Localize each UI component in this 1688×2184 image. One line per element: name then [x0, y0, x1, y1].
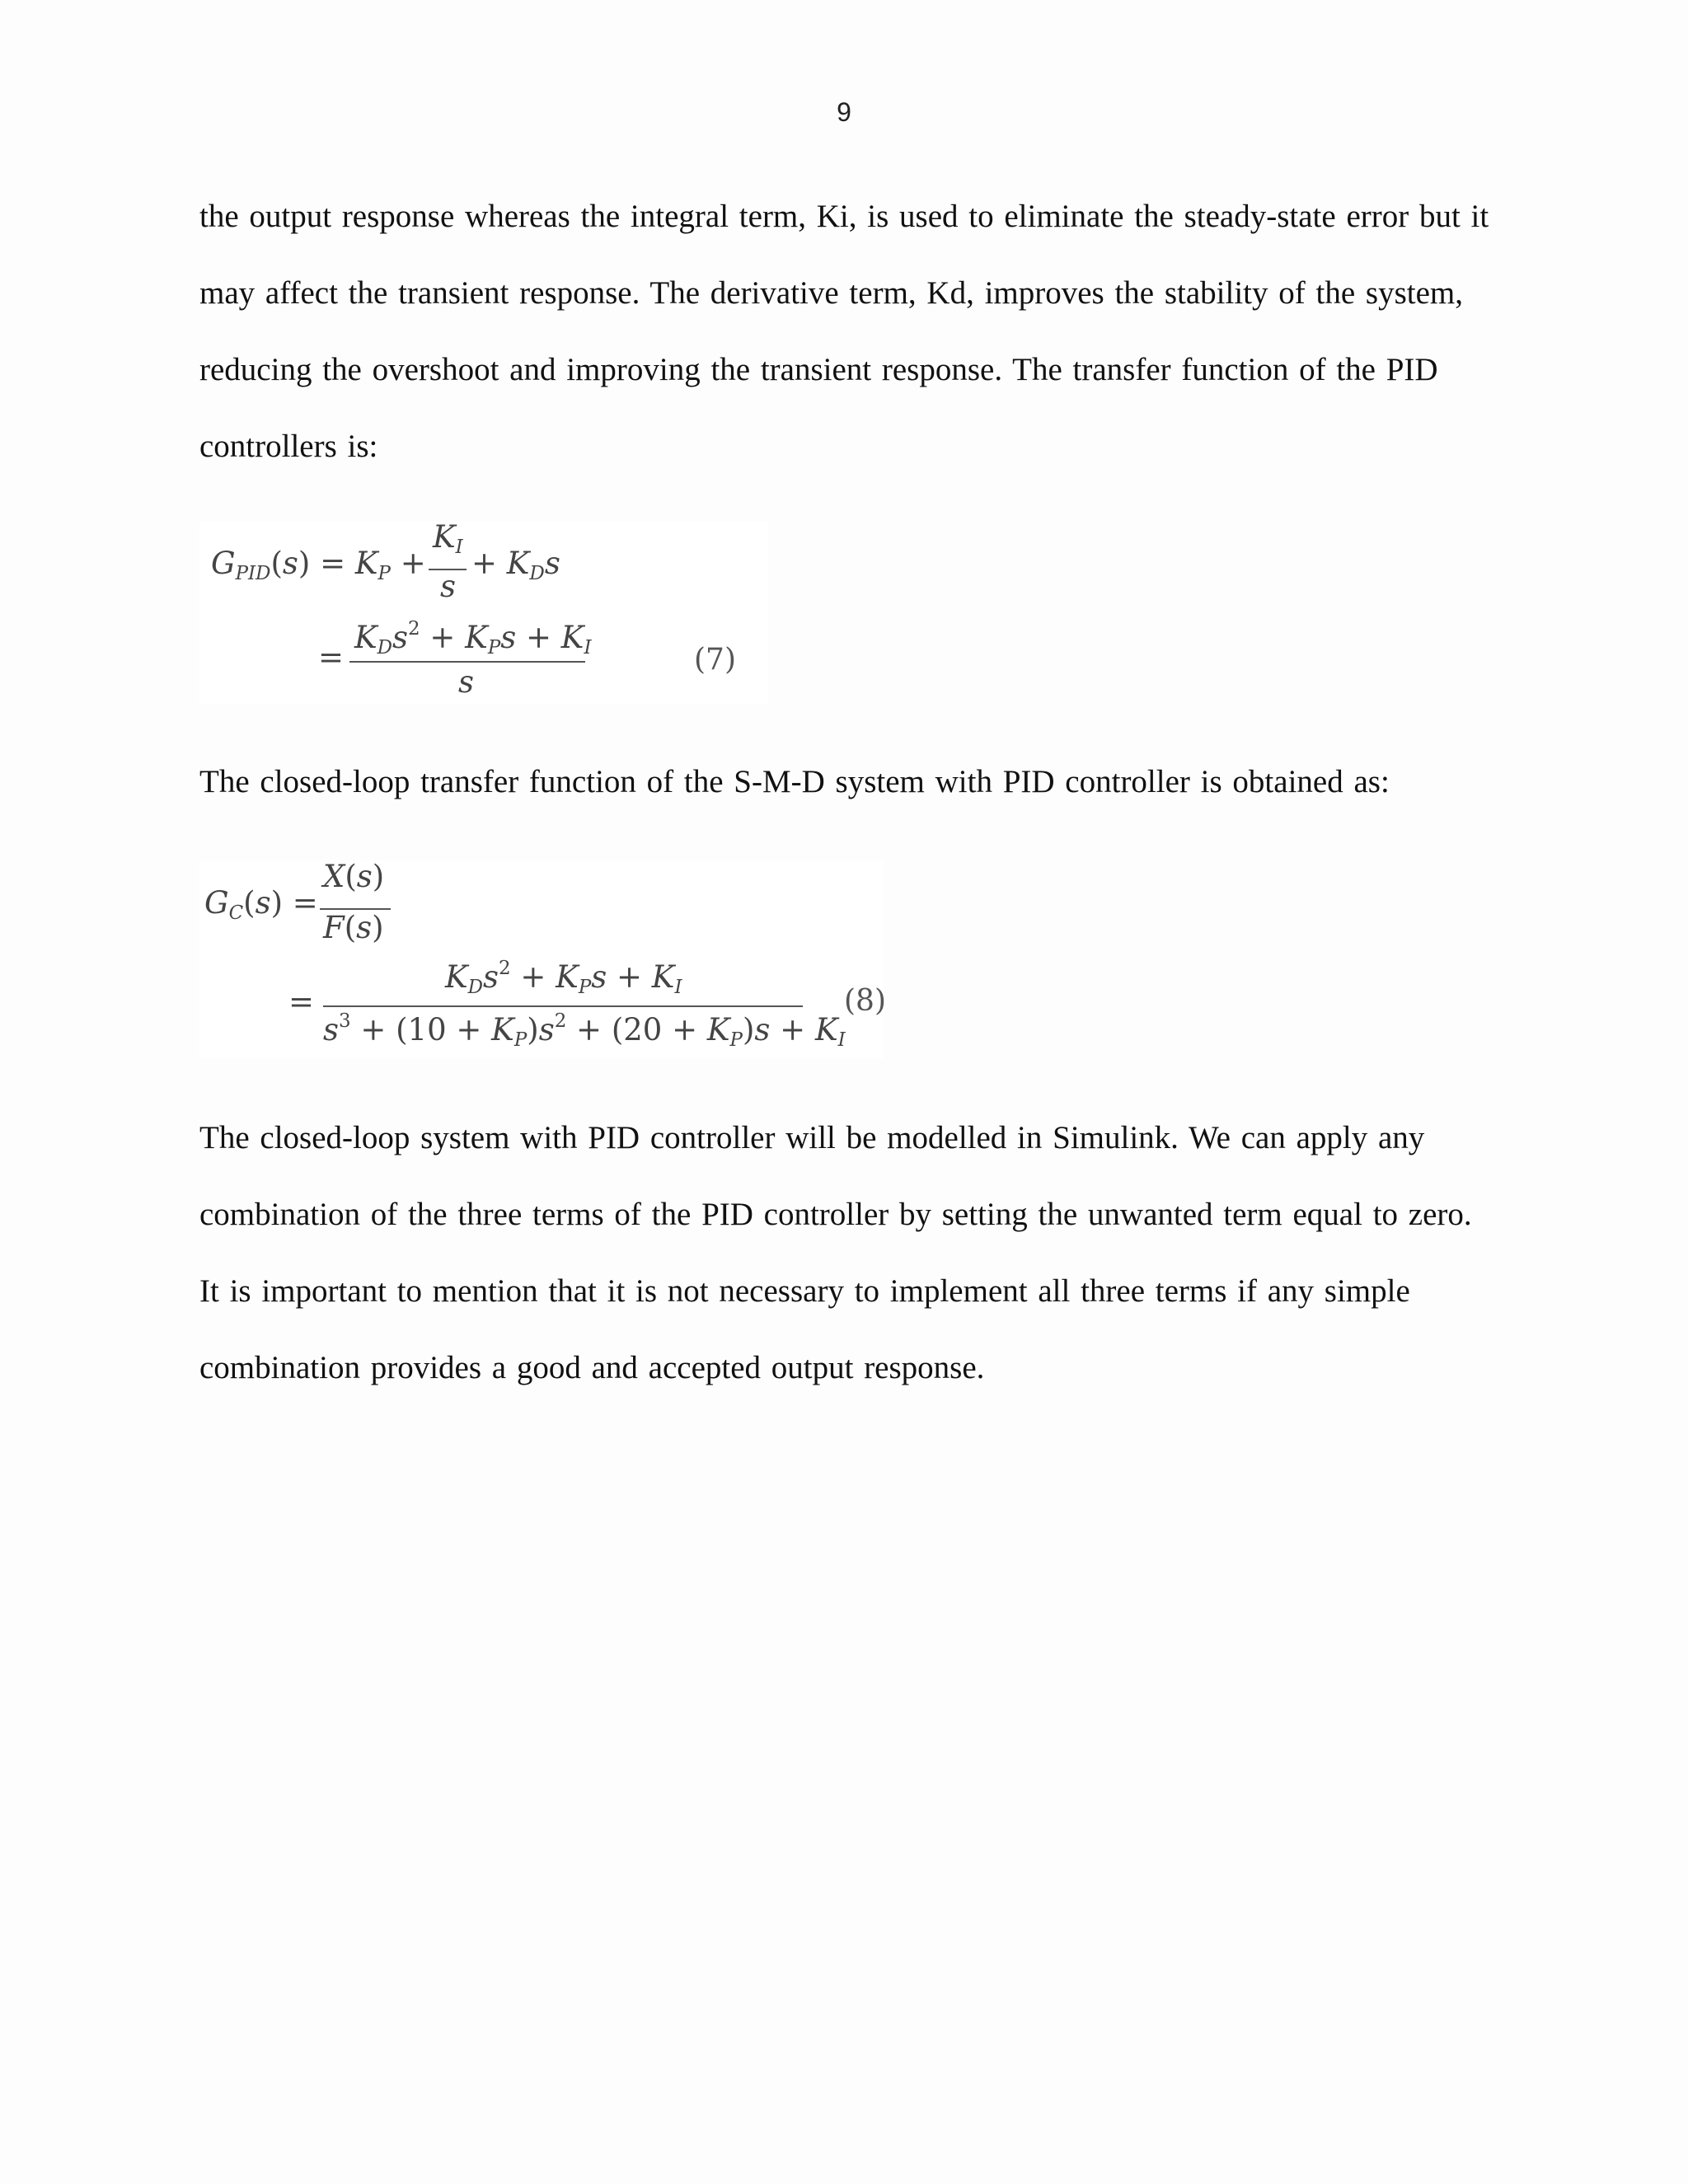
text-line: The closed-loop transfer function of the S-M-D system with PID controller is obtained as:: [199, 764, 1390, 799]
text-line: may affect the transient response. The derivative term, Kd, improves the stability of the system,: [199, 275, 1463, 311]
text-line: the output response whereas the integral term, Ki, is used to eliminate the steady-state error but it: [199, 199, 1489, 234]
text-line: combination provides a good and accepted output response.: [199, 1350, 985, 1385]
text-line: The closed-loop system with PID controller will be modelled in Simulink. We can apply any: [199, 1120, 1425, 1155]
paragraph-closed-loop: [199, 743, 1535, 820]
page-number: 9: [837, 97, 851, 127]
paragraph-intro: [199, 178, 1535, 485]
text-line: combination of the three terms of the PID controller by setting the unwanted term equal to zero.: [199, 1197, 1472, 1232]
equation-number: (8): [844, 984, 886, 1018]
equation-8: $G_C(s)$ = X(s) F(s) = $K_Ds^2 + K_Ps + K_I$ $s^3 + (10 + K_P)s^2 + (20 + K_P)s + K_I$ (8): [199, 860, 884, 1058]
text-line: reducing the overshoot and improving the transient response. The transfer function of the PID: [199, 352, 1438, 387]
paragraph-simulink: [199, 1099, 1535, 1406]
text-line: It is important to mention that it is not necessary to implement all three terms if any simple: [199, 1273, 1410, 1309]
equation-number: (7): [694, 643, 736, 677]
equation-7: $G_{PID}(s) = K_P$ + $K_I$ s + $K_Ds$ = $K_Ds^2 + K_Ps + K_I$ s (7): [199, 521, 768, 704]
text-line: controllers is:: [199, 429, 378, 464]
